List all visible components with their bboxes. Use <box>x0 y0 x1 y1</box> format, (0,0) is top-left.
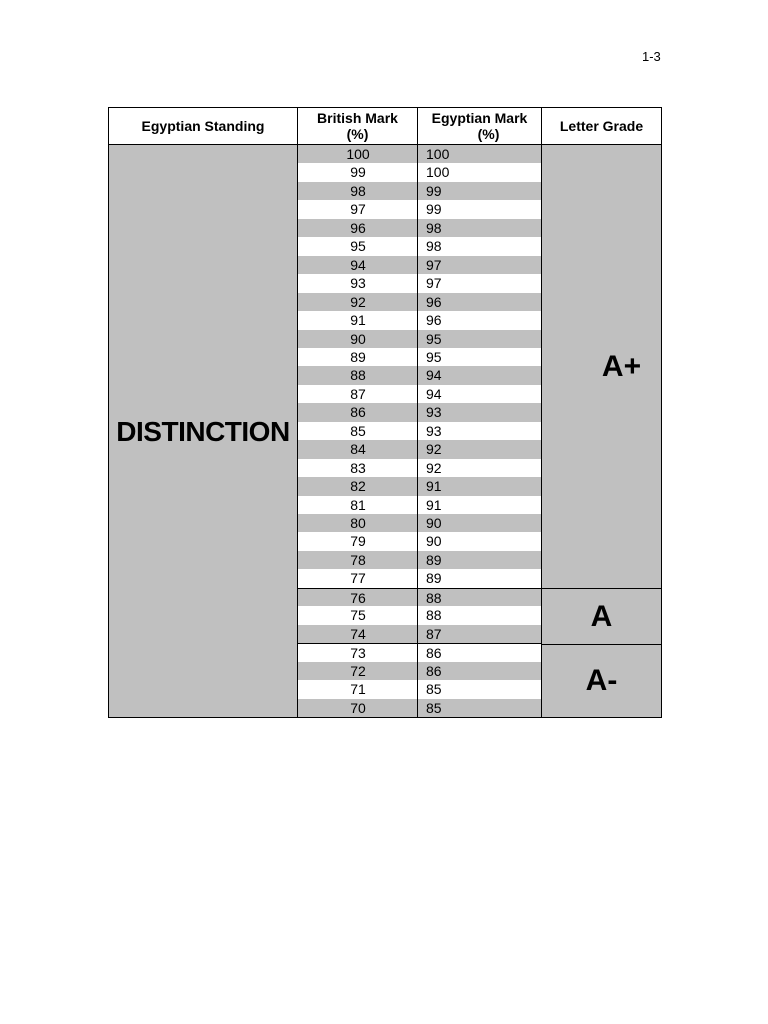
table-row <box>298 256 541 274</box>
column-divider <box>417 662 418 680</box>
column-divider <box>417 551 418 569</box>
grade-conversion-table <box>108 107 662 718</box>
british-mark-cell: 88 <box>350 367 366 384</box>
egyptian-mark-cell: 95 <box>426 330 442 347</box>
header-british-mark <box>298 108 418 145</box>
column-divider <box>417 366 418 384</box>
british-mark-cell: 80 <box>350 515 366 532</box>
table-row <box>298 366 541 384</box>
table-row <box>298 588 541 606</box>
egyptian-mark-cell: 99 <box>426 201 442 218</box>
table-row <box>298 440 541 458</box>
table-row <box>298 145 541 163</box>
letter-grade-a-plus <box>542 145 661 589</box>
letter-grade-a-minus <box>542 645 661 717</box>
header-british-mark-line1: British Mark <box>317 110 398 126</box>
column-divider <box>417 477 418 495</box>
table-row <box>298 200 541 218</box>
british-mark-cell: 85 <box>350 422 366 439</box>
british-mark-cell: 98 <box>350 182 366 199</box>
column-divider <box>417 496 418 514</box>
column-divider <box>417 200 418 218</box>
header-british-mark-unit: (%) <box>346 126 369 142</box>
page-number: 1-3 <box>642 49 661 64</box>
column-divider <box>417 219 418 237</box>
column-divider <box>417 163 418 181</box>
british-mark-cell: 100 <box>346 146 370 162</box>
column-divider <box>417 422 418 440</box>
table-row <box>298 496 541 514</box>
table-row <box>298 403 541 421</box>
egyptian-mark-cell: 100 <box>426 164 450 181</box>
column-divider <box>417 625 418 643</box>
column-divider <box>417 644 418 661</box>
column-divider <box>417 680 418 698</box>
egyptian-mark-cell: 93 <box>426 422 442 439</box>
header-egyptian-mark <box>418 108 542 145</box>
british-mark-cell: 76 <box>350 589 366 606</box>
british-mark-cell: 70 <box>350 699 366 716</box>
british-mark-cell: 86 <box>350 404 366 421</box>
egyptian-mark-cell: 85 <box>426 699 442 716</box>
column-divider <box>417 293 418 311</box>
column-divider <box>417 569 418 587</box>
egyptian-mark-cell: 85 <box>426 681 442 698</box>
egyptian-mark-cell: 98 <box>426 238 442 255</box>
table-row <box>298 680 541 698</box>
standing-cell-distinction <box>109 145 298 717</box>
letter-grade-a-minus-label: A- <box>585 664 618 697</box>
egyptian-mark-cell: 99 <box>426 182 442 199</box>
egyptian-mark-cell: 90 <box>426 533 442 550</box>
british-mark-cell: 78 <box>350 551 366 568</box>
column-divider <box>417 256 418 274</box>
egyptian-mark-cell: 89 <box>426 551 442 568</box>
british-mark-cell: 75 <box>350 607 366 624</box>
table-row <box>298 219 541 237</box>
egyptian-mark-cell: 86 <box>426 662 442 679</box>
egyptian-mark-cell: 93 <box>426 404 442 421</box>
table-row <box>298 532 541 550</box>
column-divider <box>417 699 418 717</box>
header-egyptian-mark-unit: (%) <box>477 126 500 142</box>
british-mark-cell: 97 <box>350 201 366 218</box>
column-divider <box>417 311 418 329</box>
table-row <box>298 662 541 680</box>
egyptian-mark-cell: 91 <box>426 478 442 495</box>
table-row <box>298 569 541 587</box>
column-divider <box>417 237 418 255</box>
british-mark-cell: 95 <box>350 238 366 255</box>
table-row <box>298 293 541 311</box>
table-row <box>298 422 541 440</box>
egyptian-mark-cell: 94 <box>426 367 442 384</box>
british-mark-cell: 92 <box>350 293 366 310</box>
column-divider <box>417 532 418 550</box>
british-mark-cell: 99 <box>350 164 366 181</box>
egyptian-mark-cell: 88 <box>426 589 442 606</box>
table-row <box>298 385 541 403</box>
egyptian-mark-cell: 95 <box>426 348 442 365</box>
table-row <box>298 163 541 181</box>
column-divider <box>417 403 418 421</box>
table-row <box>298 274 541 292</box>
letter-grade-a-label: A <box>590 599 613 633</box>
british-mark-cell: 90 <box>350 330 366 347</box>
egyptian-mark-cell: 88 <box>426 607 442 624</box>
british-mark-cell: 77 <box>350 570 366 587</box>
british-mark-cell: 79 <box>350 533 366 550</box>
egyptian-mark-cell: 87 <box>426 625 442 642</box>
column-divider <box>417 348 418 366</box>
egyptian-mark-cell: 97 <box>426 275 442 292</box>
british-mark-cell: 83 <box>350 459 366 476</box>
table-row <box>298 551 541 569</box>
egyptian-mark-cell: 92 <box>426 441 442 458</box>
egyptian-mark-cell: 94 <box>426 385 442 402</box>
table-row <box>298 643 541 661</box>
table-row <box>298 459 541 477</box>
column-divider <box>417 182 418 200</box>
table-row <box>298 606 541 624</box>
column-divider <box>417 514 418 532</box>
british-mark-cell: 96 <box>350 219 366 236</box>
egyptian-mark-cell: 98 <box>426 219 442 236</box>
british-mark-cell: 73 <box>350 645 366 662</box>
header-egyptian-mark-line1: Egyptian Mark <box>431 110 528 126</box>
table-row <box>298 699 541 717</box>
column-divider <box>417 145 418 163</box>
british-mark-cell: 93 <box>350 275 366 292</box>
standing-label: DISTINCTION <box>116 416 290 447</box>
egyptian-mark-cell: 86 <box>426 645 442 662</box>
column-divider <box>417 440 418 458</box>
mark-rows <box>298 145 542 717</box>
british-mark-cell: 81 <box>350 496 366 513</box>
table-row <box>298 182 541 200</box>
table-row <box>298 514 541 532</box>
british-mark-cell: 89 <box>350 348 366 365</box>
british-mark-cell: 71 <box>350 681 366 698</box>
table-row <box>298 477 541 495</box>
table-row <box>298 237 541 255</box>
british-mark-cell: 82 <box>350 478 366 495</box>
letter-grade-a <box>542 589 661 645</box>
header-letter-grade: Letter Grade <box>542 108 661 145</box>
table-row <box>298 348 541 366</box>
egyptian-mark-cell: 89 <box>426 570 442 587</box>
egyptian-mark-cell: 96 <box>426 293 442 310</box>
egyptian-mark-cell: 90 <box>426 515 442 532</box>
column-divider <box>417 459 418 477</box>
british-mark-cell: 94 <box>350 256 366 273</box>
column-divider <box>417 589 418 606</box>
british-mark-cell: 74 <box>350 625 366 642</box>
table-row <box>298 311 541 329</box>
british-mark-cell: 87 <box>350 385 366 402</box>
egyptian-mark-cell: 91 <box>426 496 442 513</box>
table-row <box>298 625 541 643</box>
british-mark-cell: 91 <box>350 312 366 329</box>
letter-grade-a-plus-label: A+ <box>601 349 642 383</box>
column-divider <box>417 330 418 348</box>
column-divider <box>417 274 418 292</box>
egyptian-mark-cell: 100 <box>426 146 450 162</box>
british-mark-cell: 72 <box>350 662 366 679</box>
egyptian-mark-cell: 97 <box>426 256 442 273</box>
egyptian-mark-cell: 96 <box>426 312 442 329</box>
header-egyptian-standing: Egyptian Standing <box>109 108 298 145</box>
column-divider <box>417 385 418 403</box>
table-row <box>298 330 541 348</box>
egyptian-mark-cell: 92 <box>426 459 442 476</box>
british-mark-cell: 84 <box>350 441 366 458</box>
column-divider <box>417 606 418 624</box>
